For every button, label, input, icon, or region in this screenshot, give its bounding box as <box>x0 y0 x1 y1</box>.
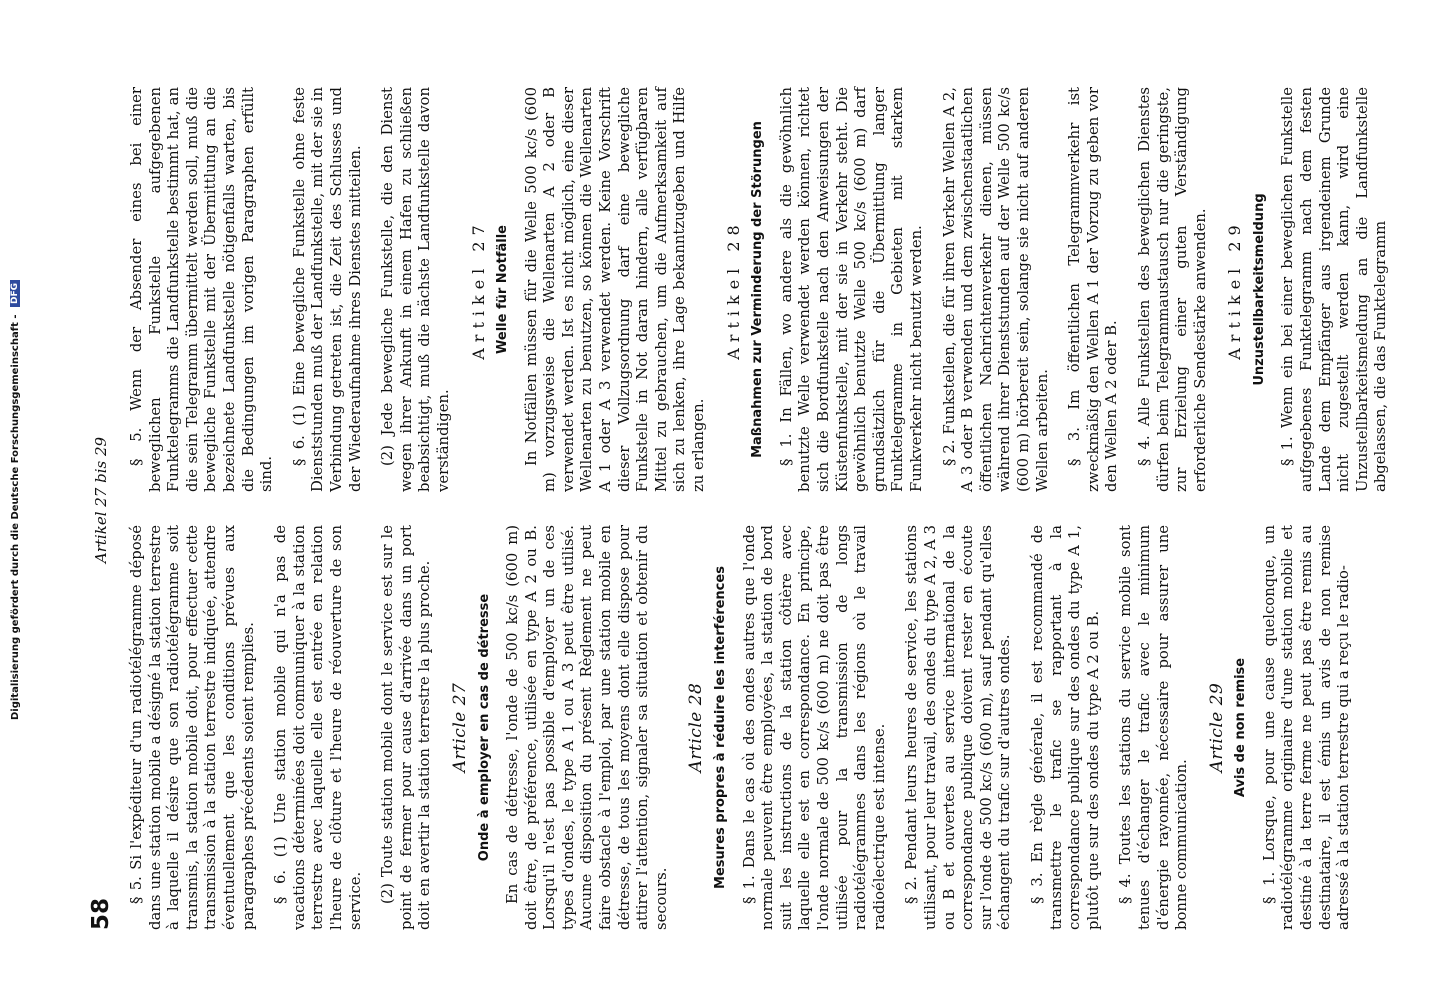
german-column <box>128 87 1405 492</box>
french-column <box>128 525 1368 930</box>
de-article-29-p1: § 1. Wenn ein bei einer beweglichen Funkstelle aufgegebenes Funktelegramm nach dem festen Lande dem Empfänger aus irgendeinem Grunde nicht zugestellt werden kann, wird eine Unzustellbarkeitsmeldung an die Landfunkstelle abgelassen, die das Funktelegramm <box>1279 87 1390 492</box>
fr-article-29-title: Article 29 <box>1206 682 1227 773</box>
de-article-28-subtitle: Maßnahmen zur Verminderung der Störungen <box>750 121 766 458</box>
fr-article-28-title: Article 28 <box>686 682 707 773</box>
digitization-text: Digitalisierung gefördert durch die Deutsche Forschungsgemeinschaft - <box>10 314 21 721</box>
de-article-27-title: Artikel 27 <box>468 219 488 360</box>
fr-article-29-subtitle: Avis de non remise <box>1233 657 1249 798</box>
fr-article-27-subtitle: Onde à employer en cas de détresse <box>476 593 492 862</box>
page-number: 58 <box>88 897 114 930</box>
fr-paragraph-6-2: (2) Toute station mobile dont le service est sur le point de fermer pour cause d'arrivée dans un port doit en avertir la station terrestre la plus proche. <box>379 525 434 930</box>
de-article-28-p2: § 2. Funkstellen, die für ihren Verkehr Wellen A 2, A 3 oder B verwenden und dem zwischenstaatlichen öffentlichen Nachrichtenverkehr dienen, müssen während ihrer Dienststunden auf der Welle 500 kc/s (600 m) hörbereit sein, solange sie nicht auf anderen Wellen arbeiten. <box>940 87 1051 492</box>
fr-article-28-p3: § 3. En règle générale, il est recommandé de transmettre le trafic se rapportant à la correspondance publique sur des ondes du type A 1, plutôt que sur des ondes du type A 2 ou B. <box>1028 525 1102 930</box>
de-article-29-subtitle: Unzustellbarkeitsmeldung <box>1251 193 1267 386</box>
fr-article-28-p4: § 4. Toutes les stations du service mobile sont tenues d'échanger le trafic avec le minimum d'énergie rayonnée, nécessaire pour assurer une bonne communication. <box>1117 525 1191 930</box>
running-head: Artikel 27 bis 29 <box>92 436 110 564</box>
fr-paragraph-5: § 5. Si l'expéditeur d'un radiotélégramme déposé dans une station mobile a désigné la station terrestre à laquelle il désire que son radiotélégramme soit transmis, la station mobile doit, pour effectuer cette transmission à la station terrestre indiquée, attendre éventuellement que les conditions prévues aux paragraphes précédents soient remplies. <box>128 525 257 930</box>
de-article-27-text: In Notfällen müssen für die Welle 500 kc/s (600 m) vorzugsweise die Wellenarten A 2 oder B verwendet werden. Ist es nicht möglich, eine dieser Wellenarten zu benutzen, so können die Wellenarten A 1 oder A 3 verwendet werden. Keine Vorschrift dieser Vollzugsordnung darf eine bewegliche Funkstelle in Not daran hindern, alle verfügbaren Mittel zu gebrauchen, um die Aufmerksamkeit auf sich zu lenken, ihre Lage bekanntzugeben und Hilfe zu erlangen. <box>522 87 708 492</box>
de-article-28-p3: § 3. Im öffentlichen Telegrammverkehr ist zweckmäßig den Wellen A 1 der Vorzug zu geben vor den Wellen A 2 oder B. <box>1066 87 1121 492</box>
fr-article-28-p2: § 2. Pendant leurs heures de service, les stations utilisant, pour leur travail, des ondes du type A 2, A 3 ou B et ouvertes au service international de la correspondance publique doivent rester en écoute sur l'onde de 500 kc/s (600 m), sauf pendant qu'elles échangent du trafic sur d'autres ondes. <box>903 525 1014 930</box>
dfg-logo: DFG <box>10 280 20 307</box>
digitization-note <box>10 0 21 1000</box>
de-article-28-p4: § 4. Alle Funkstellen des beweglichen Dienstes dürfen beim Telegrammaustausch nur die geringste, zur Erzielung einer guten Verständigung erforderliche Sendestärke anwenden. <box>1135 87 1209 492</box>
de-article-28-title: Artikel 28 <box>723 219 743 360</box>
fr-article-27-title: Article 27 <box>449 682 470 773</box>
fr-article-29-p1: § 1. Lorsque, pour une cause quelconque, un radiotélégramme originaire d'une station mobile et destiné à la terre ferme ne peut pas être remis au destinataire, il est émis un avis de non remise adressé à la station terrestre qui a reçu le radio- <box>1260 525 1353 930</box>
fr-article-28-p1: § 1. Dans le cas où des ondes autres que l'onde normale peuvent être employées, la station de bord suit les instructions de la station côtière avec laquelle elle est en correspondance. En principe, l'onde normale de 500 kc/s (600 m) ne doit pas être utilisée pour la transmission de longs radiotélégrammes dans les régions où le travail radioélectrique est intense. <box>740 525 888 930</box>
de-article-27-subtitle: Welle für Notfälle <box>495 225 511 354</box>
de-article-29-title: Artikel 29 <box>1225 219 1245 360</box>
fr-article-27-text: En cas de détresse, l'onde de 500 kc/s (600 m) doit être, de préférence, utilisée en type A 2 ou B. Lorsqu'il n'est pas possible d'employer un de ces types d'ondes, le type A 1 ou A 3 peut être utilisé. Aucune disposition du présent Règlement ne peut faire obstacle à l'emploi, par une station mobile en détresse, de tous les moyens dont elle dispose pour attirer l'attention, signaler sa situation et obtenir du secours. <box>504 525 670 930</box>
de-paragraph-6-2: (2) Jede bewegliche Funkstelle, die den Dienst wegen ihrer Ankunft in einem Hafen zu schließen beabsichtigt, muß die nächste Landfunkstelle davon verständigen. <box>379 87 452 492</box>
fr-paragraph-6-1: § 6. (1) Une station mobile qui n'a pas de vacations déterminées doit communiquer à la station terrestre avec laquelle elle est entrée en relation l'heure de clôture et l'heure de réouverture de son service. <box>272 525 364 930</box>
de-paragraph-5: § 5. Wenn der Absender eines bei einer beweglichen Funkstelle aufgegebenen Funktelegramms die Landfunkstelle bestimmt hat, an die sein Telegramm übermittelt werden soll, muß die bewegliche Funkstelle mit der Übermittlung an die bezeichnete Landfunkstelle nötigenfalls warten, bis die Bedingungen im vorigen Paragraphen erfüllt sind. <box>128 87 276 492</box>
de-article-28-p1: § 1. In Fällen, wo andere als die gewöhnlich benutzte Welle verwendet werden können, richtet sich die Bordfunkstelle nach den Anweisungen der Küstenfunkstelle, mit der sie in Verkehr steht. Die gewöhnlich benutzte Welle 500 kc/s (600 m) darf grundsätzlich für die Übermittlung langer Funktelegramme in Gebieten mit starkem Funkverkehr nicht benutzt werden. <box>777 87 925 492</box>
page-header <box>88 0 122 1000</box>
de-paragraph-6-1: § 6. (1) Eine bewegliche Funkstelle ohne feste Dienststunden muß der Landfunkstelle, mit der sie in Verbindung getreten ist, die Zeit des Schlusses und der Wiederaufnahme ihres Dienstes mitteilen. <box>290 87 364 492</box>
fr-article-28-subtitle: Mesures propres à réduire les interférences <box>713 566 729 889</box>
